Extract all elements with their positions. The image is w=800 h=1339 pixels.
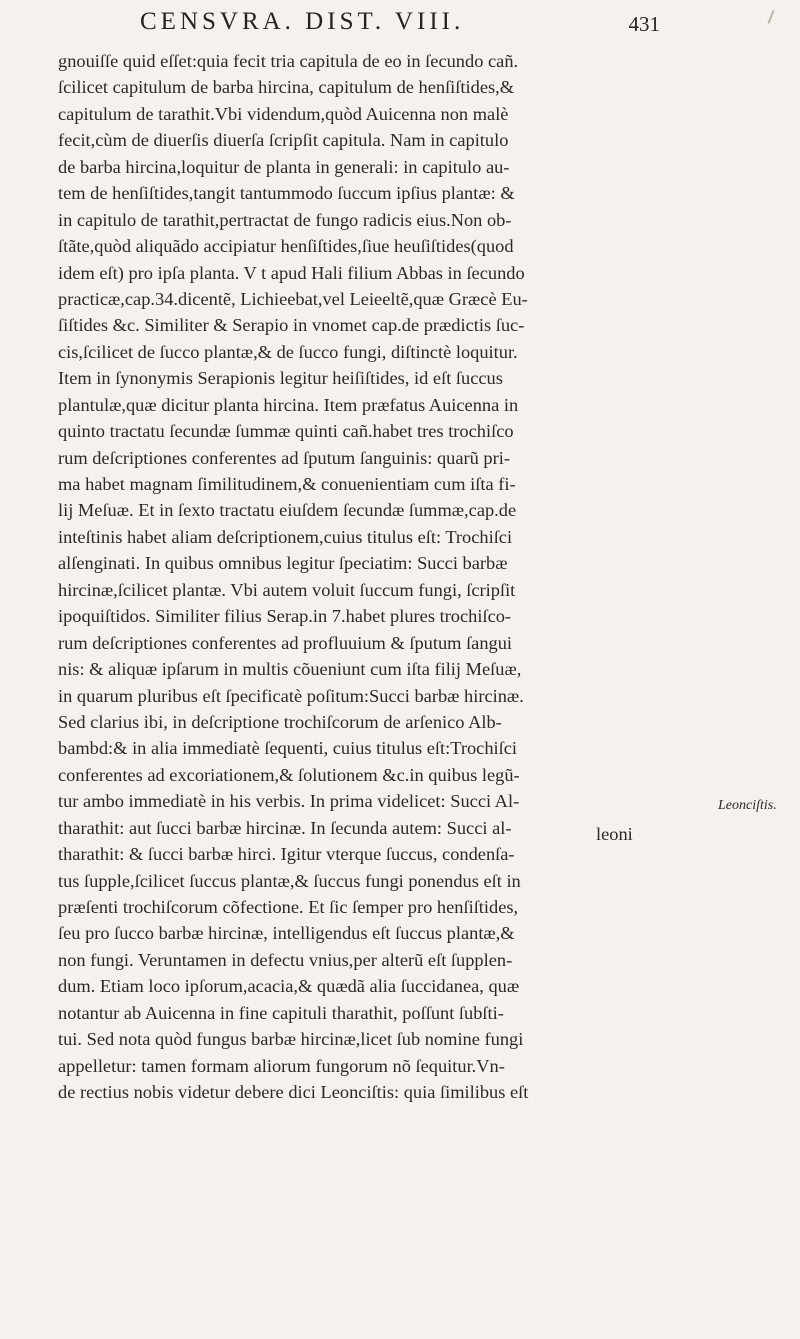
- text-line: in quarum pluribus eſt ſpecificatè poſitum:Succi barbæ hircinæ.: [58, 685, 524, 706]
- text-line: ſiſtides &c. Similiter & Serapio in vnomet cap.de prædictis ſuc-: [58, 315, 525, 336]
- text-line: nis: & aliquæ ipſarum in multis cõueniunt cum iſta filij Meſuæ,: [58, 659, 522, 680]
- page-number: 431: [628, 12, 660, 36]
- catchword: leoni: [596, 824, 633, 844]
- text-line: conferentes ad excoriationem,& ſolutionem &c.in quibus legũ-: [58, 764, 520, 785]
- text-line: tharathit: aut ſucci barbæ hircinæ. In ſecunda autem: Succi al-: [58, 817, 512, 838]
- text-line: ſcilicet capitulum de barba hircina, capitulum de henſiſtides,&: [58, 77, 515, 98]
- text-line: fecit,cùm de diuerſis diuerſa ſcripſit capitula. Nam in capitulo: [58, 130, 509, 151]
- text-line: hircinæ,ſcilicet plantæ. Vbi autem voluit ſuccum fungi, ſcripſit: [58, 579, 516, 600]
- text-line: de barba hircina,loquitur de planta in generali: in capitulo au-: [58, 156, 510, 177]
- text-line: alſenginati. In quibus omnibus legitur ſpeciatim: Succi barbæ: [58, 553, 508, 574]
- text-line: cis,ſcilicet de ſucco plantæ,& de ſucco fungi, diſtinctè loquitur.: [58, 341, 518, 362]
- text-line: Sed clarius ibi, in deſcriptione trochiſcorum de arſenico Alb-: [58, 711, 502, 732]
- text-line: non fungi. Veruntamen in defectu vnius,per alterũ eſt ſupplen-: [58, 949, 513, 970]
- page-header: [140, 4, 660, 44]
- text-line: tharathit: & ſucci barbæ hirci. Igitur vterque ſuccus, condenſa-: [58, 844, 515, 865]
- text-line: notantur ab Auicenna in fine capituli tharathit, poſſunt ſubſti-: [58, 1002, 504, 1023]
- text-line: ſeu pro ſucco barbæ hircinæ, intelligendus eſt ſuccus plantæ,&: [58, 923, 515, 944]
- text-line: præſenti trochiſcorum cõfectione. Et ſic ſemper pro henſiſtides,: [58, 897, 519, 917]
- main-text-block: [58, 48, 678, 1106]
- text-line: quinto tractatu ſecundæ ſummæ quinti cañ.habet tres trochiſco: [58, 421, 514, 442]
- text-line: gnouiſſe quid eſſet:quia fecit tria capitula de eo in ſecundo cañ.: [58, 51, 519, 71]
- text-line: tem de henſiſtides,tangit tantummodo ſuccum ipſius plantæ: &: [58, 183, 515, 204]
- text-line: ma habet magnam ſimilitudinem,& conuenientiam cum iſta fi-: [58, 474, 516, 494]
- text-line: tur ambo immediatè in his verbis. In prima videlicet: Succi Al-: [58, 791, 520, 812]
- text-line: rum deſcriptiones conferentes ad profluuium & ſputum ſangui: [58, 632, 513, 653]
- text-line: idem eſt) pro ipſa planta. V t apud Hali filium Abbas in ſecundo: [58, 262, 525, 283]
- text-line: tus ſupple,ſcilicet ſuccus plantæ,& ſuccus fungi ponendus eſt in: [58, 870, 521, 891]
- text-line: lij Meſuæ. Et in ſexto tractatu eiuſdem ſecundæ ſummæ,cap.de: [58, 500, 517, 521]
- text-line: inteſtinis habet aliam deſcriptionem,cuius titulus eſt: Trochiſci: [58, 526, 513, 547]
- text-line: capitulum de tarathit.Vbi videndum,quòd Auicenna non malè: [58, 103, 509, 124]
- text-line: bambd:& in alia immediatè ſequenti, cuius titulus eſt:Trochiſci: [58, 738, 518, 759]
- corner-pencil-mark: [767, 10, 774, 24]
- text-line: ipoquiſtidos. Similiter filius Serap.in 7.habet plures trochiſco-: [58, 606, 512, 627]
- text-line: tui. Sed nota quòd fungus barbæ hircinæ,licet ſub nomine fungi: [58, 1029, 524, 1050]
- text-line: ſtãte,quòd aliquãdo accipiatur henſiſtides,ſiue heuſiſtides(quod: [58, 236, 514, 257]
- text-line: dum. Etiam loco ipſorum,acacia,& quædã alia ſuccidanea, quæ: [58, 976, 520, 997]
- text-line: appelletur: tamen formam aliorum fungorum nõ ſequitur.Vn-: [58, 1055, 505, 1076]
- text-line: plantulæ,quæ dicitur planta hircina. Item præfatus Auicenna in: [58, 394, 519, 415]
- text-line: practicæ,cap.34.dicentẽ, Lichieebat,vel Leieeltẽ,quæ Græcè Eu-: [58, 288, 528, 309]
- text-line: de rectius nobis videtur debere dici Leonciſtis: quia ſimilibus eſt: [58, 1082, 529, 1103]
- text-line: in capitulo de tarathit,pertractat de fungo radicis eius.Non ob-: [58, 209, 512, 230]
- text-line: rum deſcriptiones conferentes ad ſputum ſanguinis: quarũ pri-: [58, 447, 510, 468]
- text-line: Item in ſynonymis Serapionis legitur heiſiſtides, id eſt ſuccus: [58, 368, 503, 389]
- margin-note: Leonciſtis.: [718, 798, 777, 813]
- running-title: CENSVRA. DIST. VIII.: [140, 8, 465, 35]
